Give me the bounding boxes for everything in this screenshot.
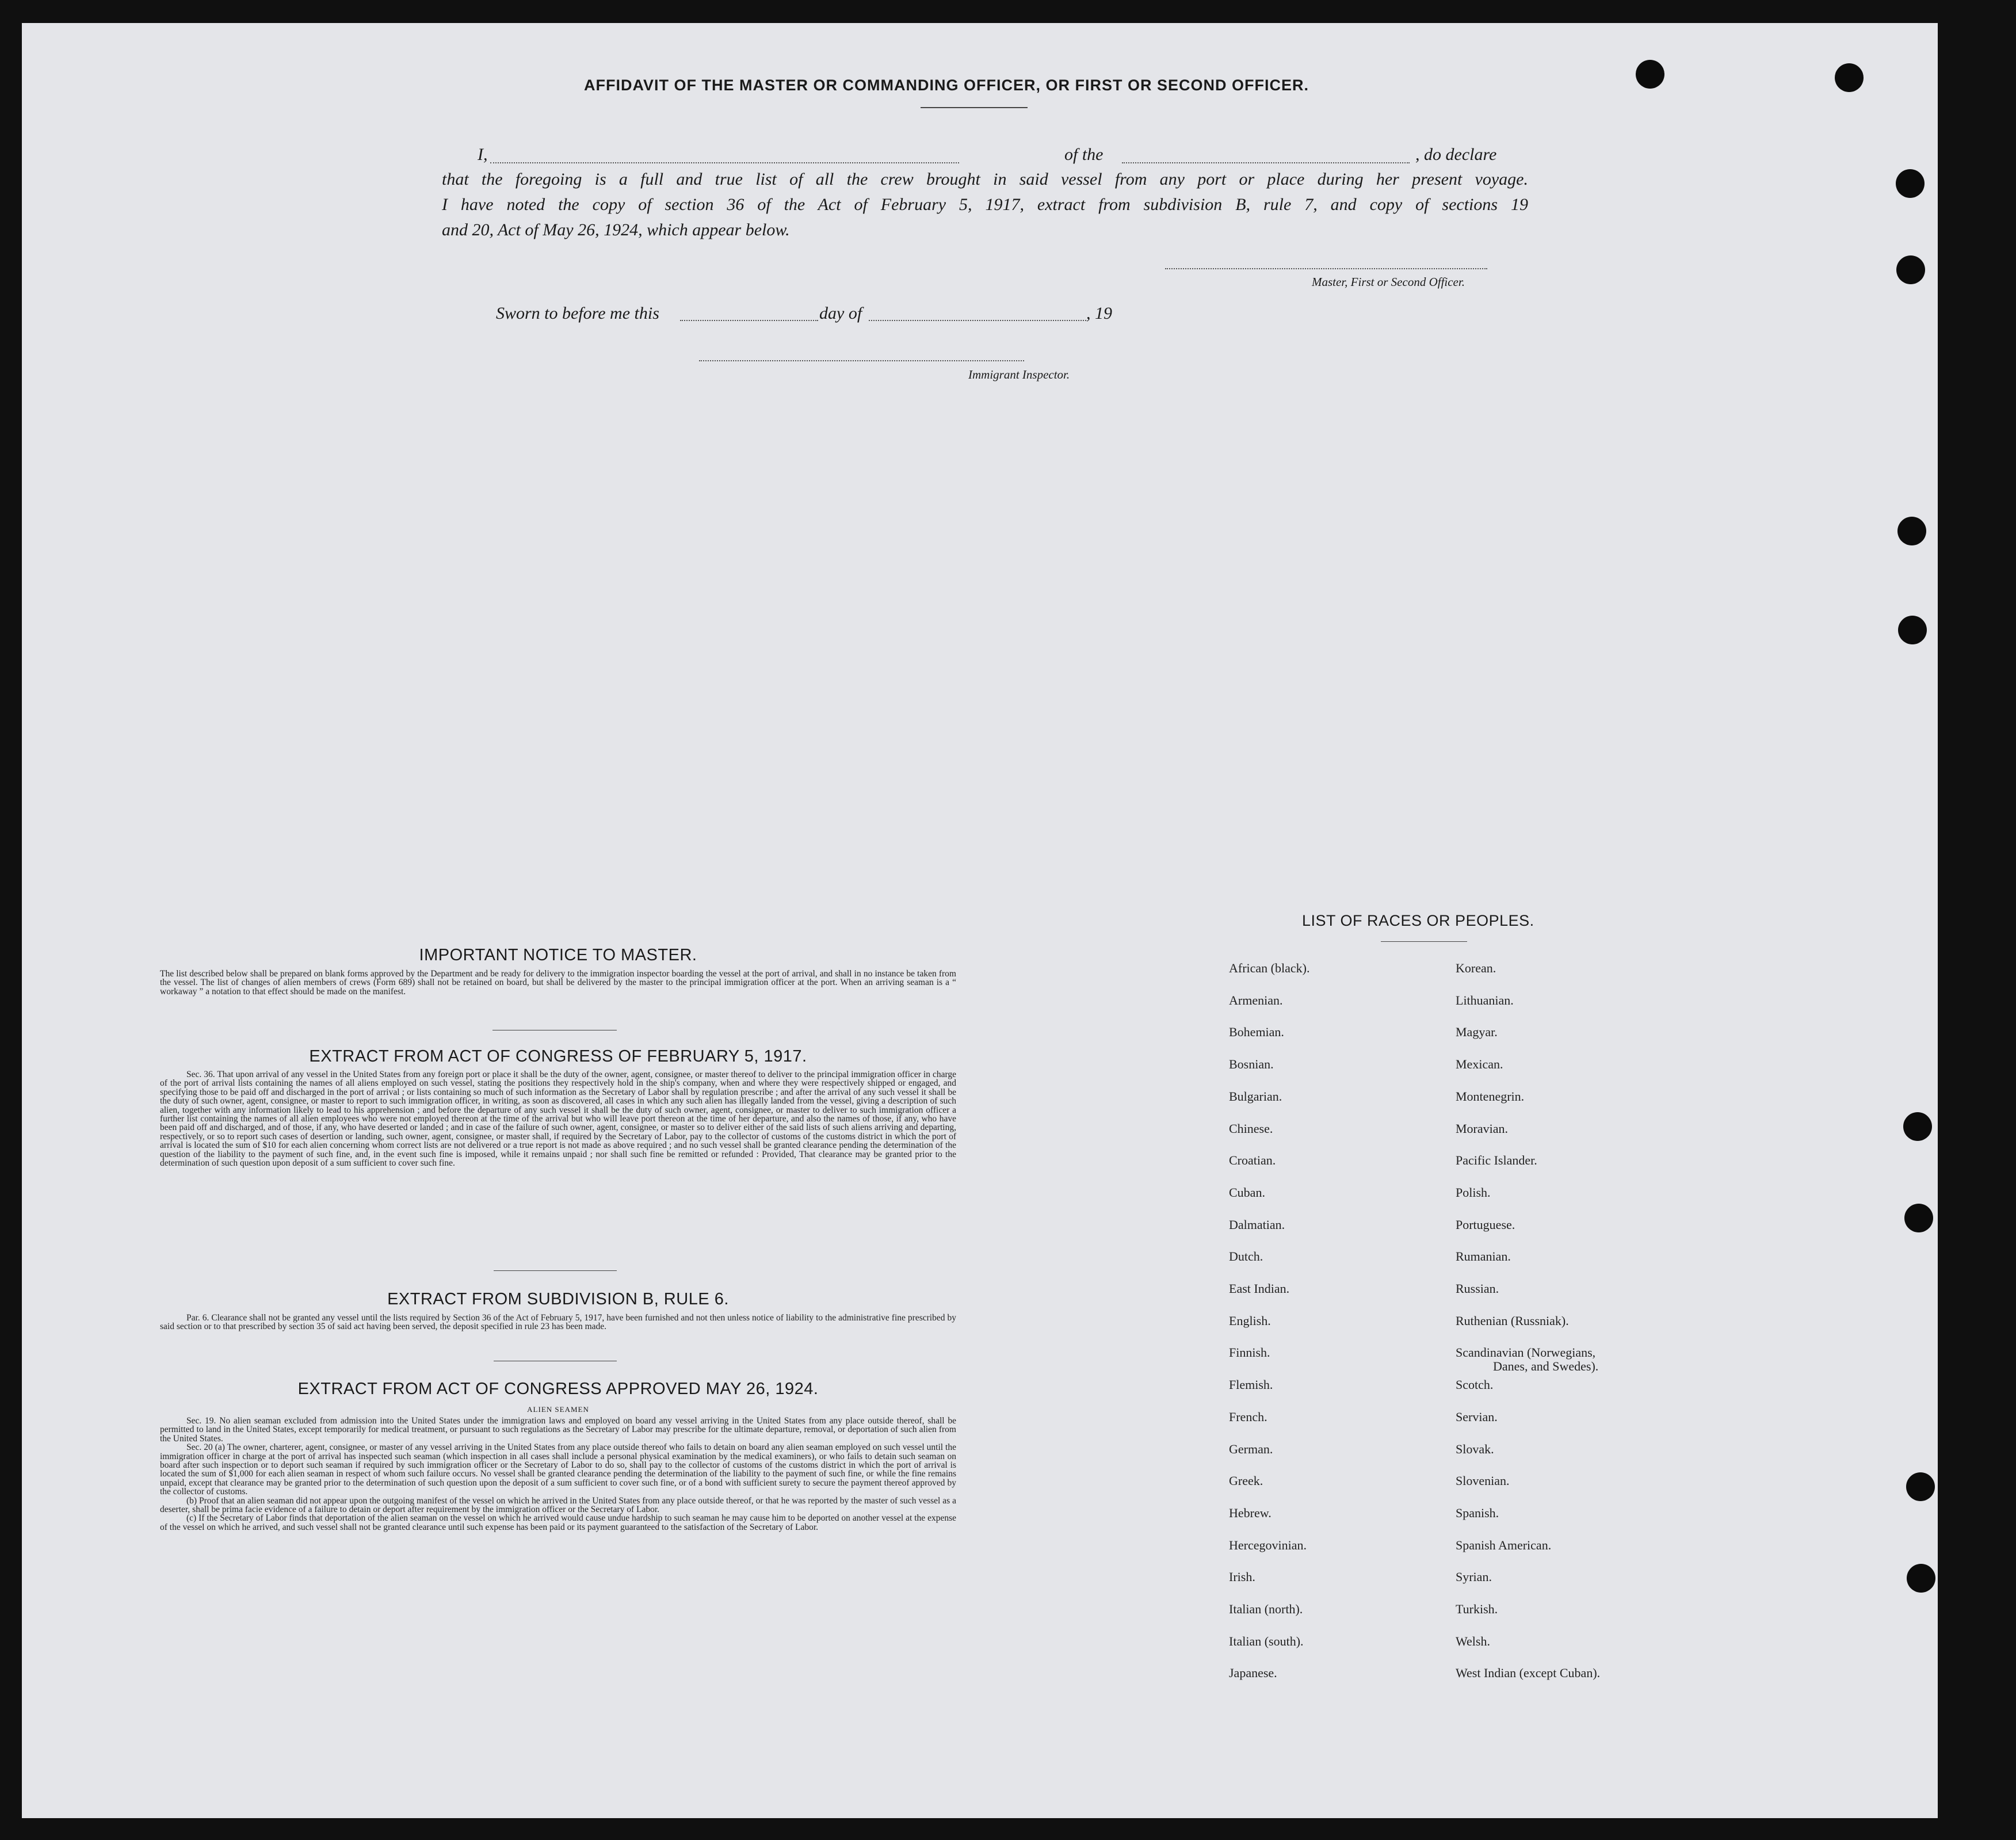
master-caption: Master, First or Second Officer. bbox=[1312, 275, 1465, 289]
extract-1917-body: Sec. 36. That upon arrival of any vessel in the United States from any foreign port or place it shall be the duty of the owner, agent, consignee, or master thereof to deliver to the principal immigration officer in charge of the port of arrival lists containing the names of all aliens employed on such vessel, stating the positions they respectively hold in the ship's company, when and where they were respectively shipped or engaged, and specifying those to be paid off and discharged in the port of arrival ; or lists containing so much of such information as the Secretary of Labor shall by regulation prescribe ; and after the arrival of any such vessel it shall be the duty of such owner, agent, consignee, or master to report to such immigration officer, in writing, as soon as discovered, all cases in which any such alien has illegally landed from the vessel, giving a description of such alien, together with any information likely to lead to his apprehension ; and before the departure of any such vessel it shall be the duty of such owner, agent, consignee, or master to deliver to such immigration officer a further list containing the names of all alien employees who were not employed thereon at the time of the arrival but who will leave port thereon at the time of her departure, and also the names of those, if any, who have been paid off and discharged, and of those, if any, who have deserted or landed ; and in case of the failure of such owner, agent, consignee, or master so to deliver either of the said lists of such aliens arriving and departing, respectively, or so to report such cases of desertion or landing, such owner, agent, consignee, or master shall, if required by the Secretary of Labor, pay to the collector of customs of the customs district in which the port of arrival is located the sum of $10 for each alien concerning whom correct lists are not delivered or a true report is not made as above required ; and no such vessel shall be granted clearance pending the determination of the question of the liability to the payment of such fine, and, in the event such fine is imposed, while it remains unpaid ; nor shall such fine be remitted or refunded : Provided, That clearance may be granted prior to the determination of such question upon deposit of a sum sufficient to cover such fine. bbox=[160, 1070, 956, 1169]
extract-1924-paragraph: (c) If the Secretary of Labor finds that deportation of the alien seaman on the vessel on which he arrived would cause undue hardship to such seaman he may cause him to be deported on another vessel at the expense of the vessel on which he arrived, and such vessel shall not be granted clearance until such expense has been paid or its payment guaranteed to the satisfaction of the Secretary of Labor. bbox=[160, 1513, 956, 1532]
race-item: Bohemian. bbox=[1229, 1025, 1284, 1039]
race-item: Italian (north). bbox=[1229, 1602, 1303, 1616]
race-item: Polish. bbox=[1456, 1185, 1491, 1200]
notice-body: The list described below shall be prepared on blank forms approved by the Department and be ready for delivery to the immigration inspector boarding the vessel at the port of arrival, and shall in no instance be taken from the vessel. The list of changes of alien members of crews (Form 689) shall not be retained on board, but shall be delivered by the master to the principal immigration officer at the port. When an arriving seaman is a “ workaway ” a notation to that effect should be made on the manifest. bbox=[160, 969, 956, 997]
punch-hole bbox=[1898, 616, 1927, 644]
affidavit-line-1 bbox=[478, 145, 1528, 166]
section-divider bbox=[494, 1270, 617, 1271]
race-item: African (black). bbox=[1229, 961, 1310, 975]
affidavit-line-3: I have noted the copy of section 36 of the Act of February 5, 1917, extract from subdivision B, rule 7, and copy of sections 19 bbox=[442, 195, 1528, 214]
title-underline bbox=[921, 107, 1028, 108]
race-item: Greek. bbox=[1229, 1473, 1263, 1488]
sworn-month-blank[interactable] bbox=[869, 320, 1086, 321]
affidavit-line-2: that the foregoing is a full and true list of all the crew brought in said vessel from any port or place during her present voyage. bbox=[442, 170, 1528, 189]
extract-1924-paragraph: Sec. 19. No alien seaman excluded from admission into the United States under the immigration laws and employed on board any vessel arriving in the United States from any place outside thereof, shall be permitted to land in the United States, except temporarily for medical treatment, or pursuant to such regulations as the Secretary of Labor may prescribe for the ultimate departure, removal, or deportation of such alien from the United States. bbox=[160, 1416, 956, 1444]
sworn-year: , 19 bbox=[1086, 304, 1112, 323]
notice-title: IMPORTANT NOTICE TO MASTER. bbox=[419, 946, 697, 964]
race-item: Russian. bbox=[1456, 1281, 1499, 1296]
punch-hole bbox=[1636, 60, 1664, 89]
extract-1924-body bbox=[160, 1417, 956, 1532]
inspector-signature-blank[interactable] bbox=[699, 360, 1024, 361]
race-item: Finnish. bbox=[1229, 1345, 1270, 1360]
race-item: Ruthenian (Russniak). bbox=[1456, 1314, 1569, 1328]
race-item: Slovenian. bbox=[1456, 1473, 1510, 1488]
race-item: Pacific Islander. bbox=[1456, 1153, 1537, 1167]
race-item: Dalmatian. bbox=[1229, 1217, 1285, 1232]
punch-hole bbox=[1897, 517, 1926, 545]
race-item: West Indian (except Cuban). bbox=[1456, 1666, 1601, 1680]
master-signature-blank[interactable] bbox=[1165, 268, 1487, 269]
race-item: East Indian. bbox=[1229, 1281, 1290, 1296]
affidavit-declare: , do declare bbox=[1415, 145, 1497, 164]
race-item: Portuguese. bbox=[1456, 1217, 1515, 1232]
race-item: Scotch. bbox=[1456, 1377, 1494, 1392]
race-item: French. bbox=[1229, 1410, 1267, 1424]
race-item: Moravian. bbox=[1456, 1121, 1509, 1136]
form-sheet bbox=[22, 23, 1938, 1818]
race-item: Magyar. bbox=[1456, 1025, 1498, 1039]
race-item: Welsh. bbox=[1456, 1634, 1490, 1648]
punch-hole bbox=[1896, 255, 1925, 284]
race-item: Spanish American. bbox=[1456, 1538, 1552, 1552]
race-item: Korean. bbox=[1456, 961, 1496, 975]
race-item: Hercegovinian. bbox=[1229, 1538, 1307, 1552]
race-item: Chinese. bbox=[1229, 1121, 1273, 1136]
race-item: Cuban. bbox=[1229, 1185, 1265, 1200]
race-item: Spanish. bbox=[1456, 1506, 1499, 1520]
sworn-prefix: Sworn to before me this bbox=[496, 304, 659, 323]
race-item: Turkish. bbox=[1456, 1602, 1498, 1616]
punch-hole bbox=[1896, 169, 1925, 198]
race-item: Lithuanian. bbox=[1456, 993, 1514, 1007]
race-item: Slovak. bbox=[1456, 1442, 1494, 1456]
race-item: Croatian. bbox=[1229, 1153, 1276, 1167]
race-item: English. bbox=[1229, 1314, 1271, 1328]
extract-1924-paragraph: (b) Proof that an alien seaman did not appear upon the outgoing manifest of the vessel on which he arrived in the United States from any place outside thereof, or that he was reported by the master of such vessel as a deserter, shall be prima facie evidence of a failure to detain or deport after requirement by the immigration officer or the Secretary of Labor. bbox=[160, 1495, 956, 1515]
affidavit-title: AFFIDAVIT OF THE MASTER OR COMMANDING OFFICER, OR FIRST OR SECOND OFFICER. bbox=[584, 77, 1309, 94]
race-item: Hebrew. bbox=[1229, 1506, 1272, 1520]
extract-1924-paragraph: Sec. 20 (a) The owner, charterer, agent, consignee, or master of any vessel arriving in the United States from any place outside thereof who fails to detain on board any alien seaman employed on such vessel until the immigration officer in charge at the port of arrival has inspected such seaman (which inspection in all cases shall include a personal physical examination by the medical examiners), or who fails to detain such seaman on board after such inspection or to deport such seaman if required by such immigration officer or the Secretary of Labor to do so, shall pay to the collector of customs of the customs district in which the port of arrival is located the sum of $1,000 for each alien seaman in respect of whom such failure occurs. No vessel shall be granted clearance pending the determination of the liability to the payment of such fine, or while the fine remains unpaid, except that clearance may be granted prior to the determination of such question upon the deposit of a sum sufficient to cover such fine, or of a bond with sufficient surety to secure the payment thereof approved by the collector of customs. bbox=[160, 1442, 956, 1497]
races-title: LIST OF RACES OR PEOPLES. bbox=[1302, 912, 1534, 929]
race-item: Irish. bbox=[1229, 1570, 1255, 1584]
extract-1924-subtitle: ALIEN SEAMEN bbox=[527, 1405, 589, 1414]
race-item: Flemish. bbox=[1229, 1377, 1273, 1392]
name-blank[interactable] bbox=[490, 162, 959, 163]
extract-1917-title: EXTRACT FROM ACT OF CONGRESS OF FEBRUARY 5, 1917. bbox=[309, 1047, 807, 1066]
sworn-day-blank[interactable] bbox=[680, 320, 818, 321]
affidavit-of-the: of the bbox=[1064, 145, 1104, 164]
punch-hole bbox=[1904, 1204, 1933, 1232]
punch-hole bbox=[1906, 1472, 1935, 1501]
race-item: Scandinavian (Norwegians, bbox=[1456, 1345, 1596, 1360]
punch-hole bbox=[1903, 1112, 1932, 1141]
race-item-continuation: Danes, and Swedes). bbox=[1493, 1359, 1599, 1373]
sworn-line bbox=[496, 304, 1186, 325]
races-title-underline bbox=[1381, 941, 1467, 942]
punch-hole bbox=[1907, 1564, 1935, 1593]
race-item: Rumanian. bbox=[1456, 1249, 1511, 1263]
race-item: Japanese. bbox=[1229, 1666, 1277, 1680]
race-item: Dutch. bbox=[1229, 1249, 1263, 1263]
extract-rule6-title: EXTRACT FROM SUBDIVISION B, RULE 6. bbox=[387, 1290, 729, 1308]
race-item: Mexican. bbox=[1456, 1057, 1503, 1071]
race-item: Bulgarian. bbox=[1229, 1089, 1282, 1104]
race-item: Syrian. bbox=[1456, 1570, 1492, 1584]
vessel-blank[interactable] bbox=[1122, 162, 1410, 163]
punch-hole bbox=[1835, 63, 1864, 92]
extract-1924-title: EXTRACT FROM ACT OF CONGRESS APPROVED MAY 26, 1924. bbox=[297, 1380, 819, 1398]
race-item: German. bbox=[1229, 1442, 1273, 1456]
race-item: Armenian. bbox=[1229, 993, 1283, 1007]
extract-rule6-body: Par. 6. Clearance shall not be granted any vessel until the lists required by Section 36 of the Act of February 5, 1917, have been furnished and not then unless notice of liability to the administrative fine prescribed by said section or to that prescribed by section 35 of said act having been served, the deposit specified in rule 23 has been made. bbox=[160, 1313, 956, 1332]
race-item: Montenegrin. bbox=[1456, 1089, 1525, 1104]
race-item: Italian (south). bbox=[1229, 1634, 1304, 1648]
inspector-caption: Immigrant Inspector. bbox=[968, 368, 1070, 381]
affidavit-i: I, bbox=[478, 145, 488, 164]
race-item: Servian. bbox=[1456, 1410, 1498, 1424]
affidavit-line-4: and 20, Act of May 26, 1924, which appear below. bbox=[442, 220, 790, 239]
sworn-day-of: day of bbox=[819, 304, 862, 323]
race-item: Bosnian. bbox=[1229, 1057, 1274, 1071]
